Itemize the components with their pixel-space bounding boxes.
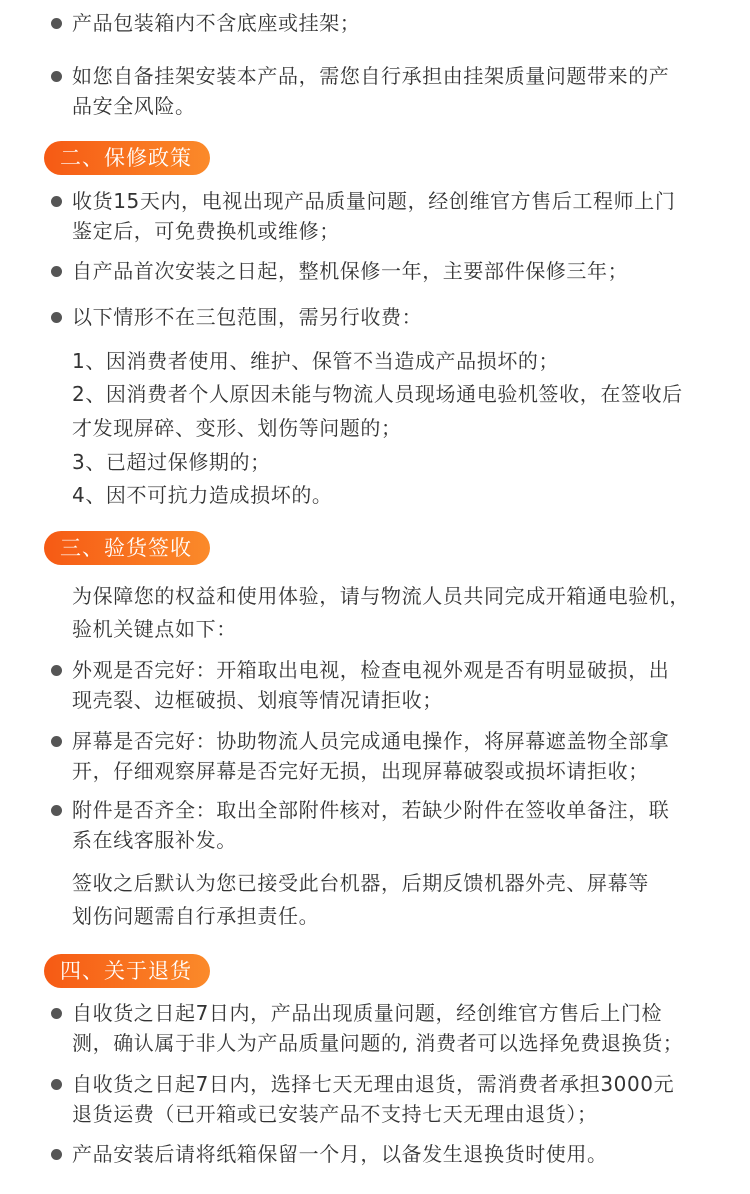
bullet-dot <box>51 18 62 29</box>
sub-item: 1、因消费者使用、维护、保管不当造成产品损坏的； <box>72 349 560 373</box>
bullet-dot <box>51 196 62 207</box>
list-item-text: 开，仔细观察屏幕是否完好无损，出现屏幕破裂或损坏请拒收； <box>72 759 649 783</box>
intro-text: 为保障您的权益和使用体验，请与物流人员共同完成开箱通电验机， <box>72 584 690 608</box>
bullet-dot <box>51 1079 62 1090</box>
bullet-dot <box>51 736 62 747</box>
sub-item: 2、因消费者个人原因未能与物流人员现场通电验机签收，在签收后 <box>72 382 683 406</box>
list-item-text: 鉴定后，可免费换机或维修； <box>72 219 340 243</box>
list-item-text: 外观是否完好：开箱取出电视，检查电视外观是否有明显破损，出 <box>72 658 670 682</box>
list-item-text: 收货15天内，电视出现产品质量问题，经创维官方售后工程师上门 <box>72 189 676 213</box>
list-item-text: 退货运费（已开箱或已安装产品不支持七天无理由退货）； <box>72 1102 598 1126</box>
sub-item: 3、已超过保修期的； <box>72 450 271 474</box>
list-item-text: 品安全风险。 <box>72 94 196 118</box>
list-item-text: 自收货之日起7日内，选择七天无理由退货，需消费者承担3000元 <box>72 1072 675 1096</box>
list-item-text: 自产品首次安装之日起，整机保修一年，主要部件保修三年； <box>72 259 629 283</box>
list-item-text: 测，确认属于非人为产品质量问题的, 消费者可以选择免费退换货； <box>72 1031 684 1055</box>
list-item-text: 产品安装后请将纸箱保留一个月，以备发生退换货时使用。 <box>72 1142 608 1166</box>
bullet-dot <box>51 665 62 676</box>
outro-text: 划伤问题需自行承担责任。 <box>72 904 320 928</box>
intro-text: 验机关键点如下： <box>72 617 237 641</box>
bullet-dot <box>51 1008 62 1019</box>
section-heading-inspection: 三、验货签收 <box>44 531 210 565</box>
list-item-text: 如您自备挂架安装本产品，需您自行承担由挂架质量问题带来的产 <box>72 64 670 88</box>
bullet-dot <box>51 312 62 323</box>
list-item-text: 现壳裂、边框破损、划痕等情况请拒收； <box>72 688 443 712</box>
sub-item: 才发现屏碎、变形、划伤等问题的； <box>72 416 402 440</box>
list-item-text: 系在线客服补发。 <box>72 828 237 852</box>
sub-item: 4、因不可抗力造成损坏的。 <box>72 483 333 507</box>
bullet-dot <box>51 1149 62 1160</box>
section-heading-warranty: 二、保修政策 <box>44 141 210 175</box>
list-item-text: 产品包装箱内不含底座或挂架； <box>72 11 361 35</box>
list-item-text: 自收货之日起7日内，产品出现质量问题，经创维官方售后上门检 <box>72 1001 663 1025</box>
bullet-dot <box>51 71 62 82</box>
bullet-dot <box>51 266 62 277</box>
section-heading-returns: 四、关于退货 <box>44 954 210 988</box>
list-item-text: 附件是否齐全：取出全部附件核对，若缺少附件在签收单备注，联 <box>72 798 670 822</box>
list-item-text: 屏幕是否完好：协助物流人员完成通电操作，将屏幕遮盖物全部拿 <box>72 729 670 753</box>
outro-text: 签收之后默认为您已接受此台机器，后期反馈机器外壳、屏幕等 <box>72 871 649 895</box>
list-item-text: 以下情形不在三包范围，需另行收费： <box>72 305 423 329</box>
bullet-dot <box>51 805 62 816</box>
